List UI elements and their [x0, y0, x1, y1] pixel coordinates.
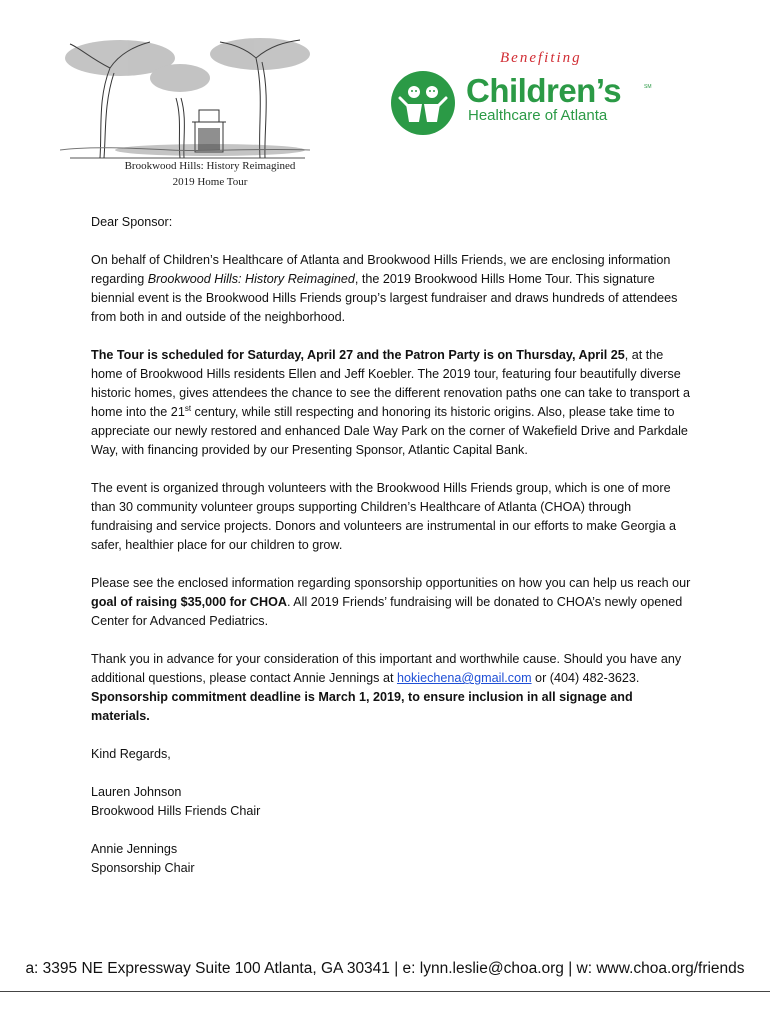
contact-email-link[interactable]: hokiechena@gmail.com: [396, 671, 532, 685]
brand-subtitle: Healthcare of Atlanta: [468, 107, 608, 124]
schedule-highlight: The Tour is scheduled for Saturday, April 27 and the Patron Party is on Thursday, April 25: [91, 348, 625, 362]
paragraph-organization: The event is organized through volunteers with the Brookwood Hills Friends group, which is one of more than 30 community volunteer groups supporting Children’s Healthcare of Atlanta (CHOA) through fundraising and service projects. Donors and volunteers are instrumental in our efforts to make Georgia a safer, healthier place for our children to grow.: [91, 481, 676, 552]
letterhead: [0, 0, 770, 200]
paragraph-schedule: The Tour is scheduled for Saturday, April 27 and the Patron Party is on Thursday, April 25, at the home of Brookwood Hills residents Ellen and Jeff Koebler. The 2019 tour, featuring four beautifully diverse historic homes, gives attendees the chance to see the different renovation paths one can take to transport a home into the 21st century, while still respecting and honoring its historic origins. Also, please take time to appreciate our newly restored and enhanced Dale Way Park on the corner of Wakefield Drive and Parkdale Way, with financing provided by our Presenting Sponsor, Atlantic Capital Bank.: [91, 348, 691, 457]
footer-divider: [0, 991, 770, 992]
signature-name-1: Lauren Johnson: [91, 785, 182, 799]
tour-year-caption: 2019 Home Tour: [172, 176, 248, 188]
brookwood-hills-sketch-illustration: [60, 38, 310, 164]
salutation: Dear Sponsor:: [91, 215, 173, 229]
tour-title-caption: Brookwood Hills: History Reimagined: [124, 160, 296, 172]
footer-contact: a: 3395 NE Expressway Suite 100 Atlanta, GA 30341 | e: lynn.leslie@choa.org | w: www.choa.org/friends: [25, 960, 745, 977]
childrens-healthcare-logo-icon: [390, 70, 456, 136]
benefiting-label: Benefiting: [500, 50, 582, 66]
event-name: Brookwood Hills: History Reimagined: [147, 272, 355, 286]
signature-title-1: Brookwood Hills Friends Chair: [91, 804, 261, 818]
signature-name-2: Annie Jennings: [91, 842, 178, 856]
closing: Kind Regards,: [91, 747, 171, 761]
paragraph-thanks: Thank you in advance for your consideration of this important and worthwhile cause. Should you have any additional questions, please contact Annie Jennings at hokiechena@gmail.com or (404) 482-3623. Sponsorship commitment deadline is March 1, 2019, to ensure inclusion in all signage and materials.: [91, 652, 682, 723]
fundraising-goal: goal of raising $35,000 for CHOA: [91, 595, 287, 609]
signature-title-2: Sponsorship Chair: [91, 861, 195, 875]
paragraph-intro: On behalf of Children’s Healthcare of Atlanta and Brookwood Hills Friends, we are enclosing information regarding Brookwood Hills: History Reimagined, the 2019 Brookwood Hills Home Tour. This signature biennial event is the Brookwood Hills Friends group’s largest fundraiser and draws hundreds of attendees from both in and outside of the neighborhood.: [91, 253, 678, 324]
paragraph-goal: Please see the enclosed information regarding sponsorship opportunities on how you can help us reach our goal of raising $35,000 for CHOA. All 2019 Friends’ fundraising will be donated to CHOA’s newly opened Center for Advanced Pediatrics.: [91, 576, 691, 628]
service-mark: SM: [644, 84, 652, 90]
letter-body: [91, 213, 691, 878]
deadline-notice: Sponsorship commitment deadline is March 1, 2019, to ensure inclusion in all signage and materials.: [91, 690, 633, 723]
brand-name: Children’s: [466, 72, 622, 109]
